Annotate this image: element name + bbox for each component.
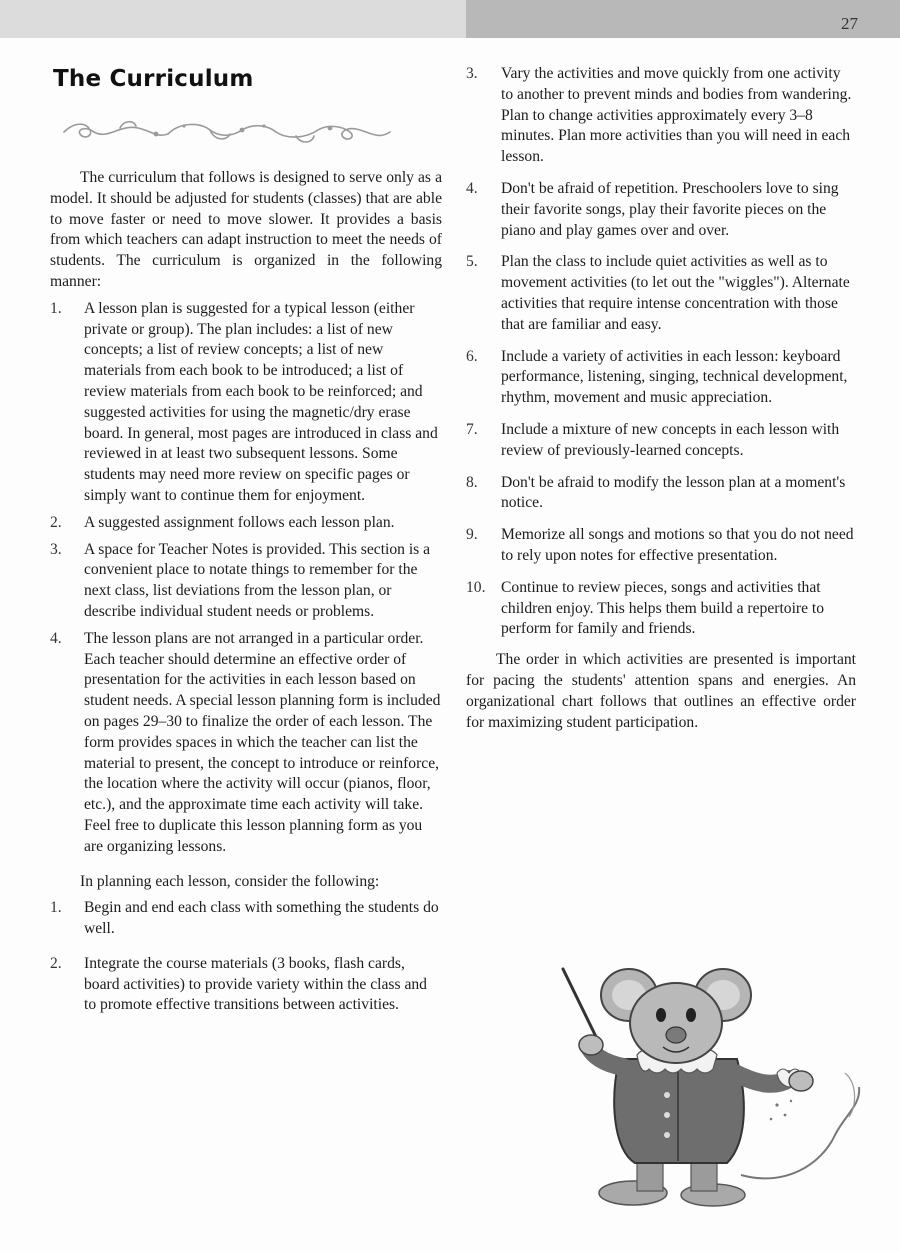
list-item	[466, 179, 856, 241]
list-item	[50, 898, 442, 940]
list-text: Continue to review pieces, songs and activities that children enjoy. This helps them build a repertoire to perform for family and friends.	[501, 578, 825, 638]
list-number: 1.	[50, 899, 62, 917]
header-tab	[466, 0, 900, 38]
list-text: Don't be afraid of repetition. Preschoolers love to sing their favorite songs, play their favorite pieces on the piano and play games over and over.	[501, 179, 839, 239]
list-number: 5.	[466, 253, 478, 271]
intro-paragraph: The curriculum that follows is designed to serve only as a model. It should be adjusted for students (classes) that are able to move faster or need to move slower. It provides a basis from which teachers can adapt instruction to meet the needs of students. The curriculum is organized in the following manner:	[50, 169, 442, 290]
right-column	[466, 64, 856, 733]
list-number: 3.	[466, 65, 478, 82]
closing-paragraph: The order in which activities are presented is important for pacing the students' attention spans and energies. An organizational chart follows that outlines an effective order for maximizing student participation.	[466, 651, 856, 731]
list-item	[466, 252, 856, 335]
list-number: 3.	[50, 540, 62, 558]
list-number: 2.	[50, 954, 62, 972]
list-item	[50, 629, 442, 858]
list-number: 1.	[50, 299, 62, 317]
list-number: 6.	[466, 347, 478, 365]
list-number: 4.	[466, 179, 478, 197]
list-item	[466, 473, 856, 515]
list-number: 4.	[50, 629, 62, 647]
list-text: Include a variety of activities in each lesson: keyboard performance, listening, singing, technical development, rhythm, movement and music appreciation.	[501, 347, 848, 407]
list-item	[466, 578, 856, 640]
list-text: A space for Teacher Notes is provided. This section is a convenient place to notate things to remember for the next class, list deviations from the lesson plan, or describe individual student needs or problems.	[84, 540, 431, 620]
mouse-conductor-illustration	[545, 955, 875, 1215]
planning-list-right	[466, 64, 856, 640]
list-text: Include a mixture of new concepts in each lesson with review of previously-learned concepts.	[501, 420, 840, 459]
planning-list-left	[50, 898, 442, 1016]
list-number: 10.	[466, 578, 486, 596]
list-number: 9.	[466, 526, 478, 544]
list-text: A lesson plan is suggested for a typical lesson (either private or group). The plan includes: a list of new concepts; a list of review concepts; a list of new materials from each book to be introduced; a list of review materials from each book to be reinforced; and suggested activities for using the magnetic/dry erase board. In general, most pages are introduced in class and reviewed in at least two subsequent lessons. Some students may need more review on specific pages or simply want to continue them for enjoyment.	[84, 299, 438, 504]
page-title: The Curriculum	[53, 66, 254, 92]
list-text: Memorize all songs and motions so that you do not need to rely upon notes for effective presentation.	[501, 526, 854, 564]
list-item	[50, 299, 442, 507]
organization-list	[50, 299, 442, 858]
list-text: Don't be afraid to modify the lesson plan at a moment's notice.	[501, 473, 846, 512]
list-text: Integrate the course materials (3 books, flash cards, board activities) to provide variety within the class and to promote effective transitions between activities.	[84, 954, 427, 1014]
list-item	[466, 64, 856, 168]
list-item	[50, 540, 442, 623]
list-text: Vary the activities and move quickly from one activity to another to prevent minds and bodies from wandering. Plan to change activities approximately every 3–8 minutes. Plan more activities than you will need in each lesson.	[501, 65, 852, 166]
list-text: A suggested assignment follows each lesson plan.	[84, 513, 395, 531]
left-column	[50, 168, 442, 1016]
list-number: 7.	[466, 420, 478, 438]
list-item	[466, 347, 856, 409]
list-item	[50, 954, 442, 1016]
list-item	[50, 513, 442, 534]
ornamental-divider-icon	[60, 114, 394, 150]
page-number: 27	[841, 14, 858, 33]
list-item	[466, 420, 856, 462]
list-text: The lesson plans are not arranged in a particular order. Each teacher should determine an effective order of presentation for the activities in each lesson based on student needs. A special lesson planning form is included on pages 29–30 to finalize the order of each lesson. The form provides spaces in which the teacher can list the material to present, the concept to introduce or reinforce, the location where the activity will occur (pianos, floor, etc.), and the approximate time each activity will take. Feel free to duplicate this lesson planning form as you are organizing lessons.	[84, 629, 441, 855]
planning-intro: In planning each lesson, consider the following:	[80, 872, 380, 890]
list-text: Begin and end each class with something the students do well.	[84, 899, 439, 938]
list-item	[466, 525, 856, 567]
list-text: Plan the class to include quiet activities as well as to movement activities (to let out the "wiggles"). Alternate activities that require intense concentration with those that are familiar and easy.	[501, 253, 850, 333]
list-number: 8.	[466, 473, 478, 491]
list-number: 2.	[50, 513, 62, 531]
